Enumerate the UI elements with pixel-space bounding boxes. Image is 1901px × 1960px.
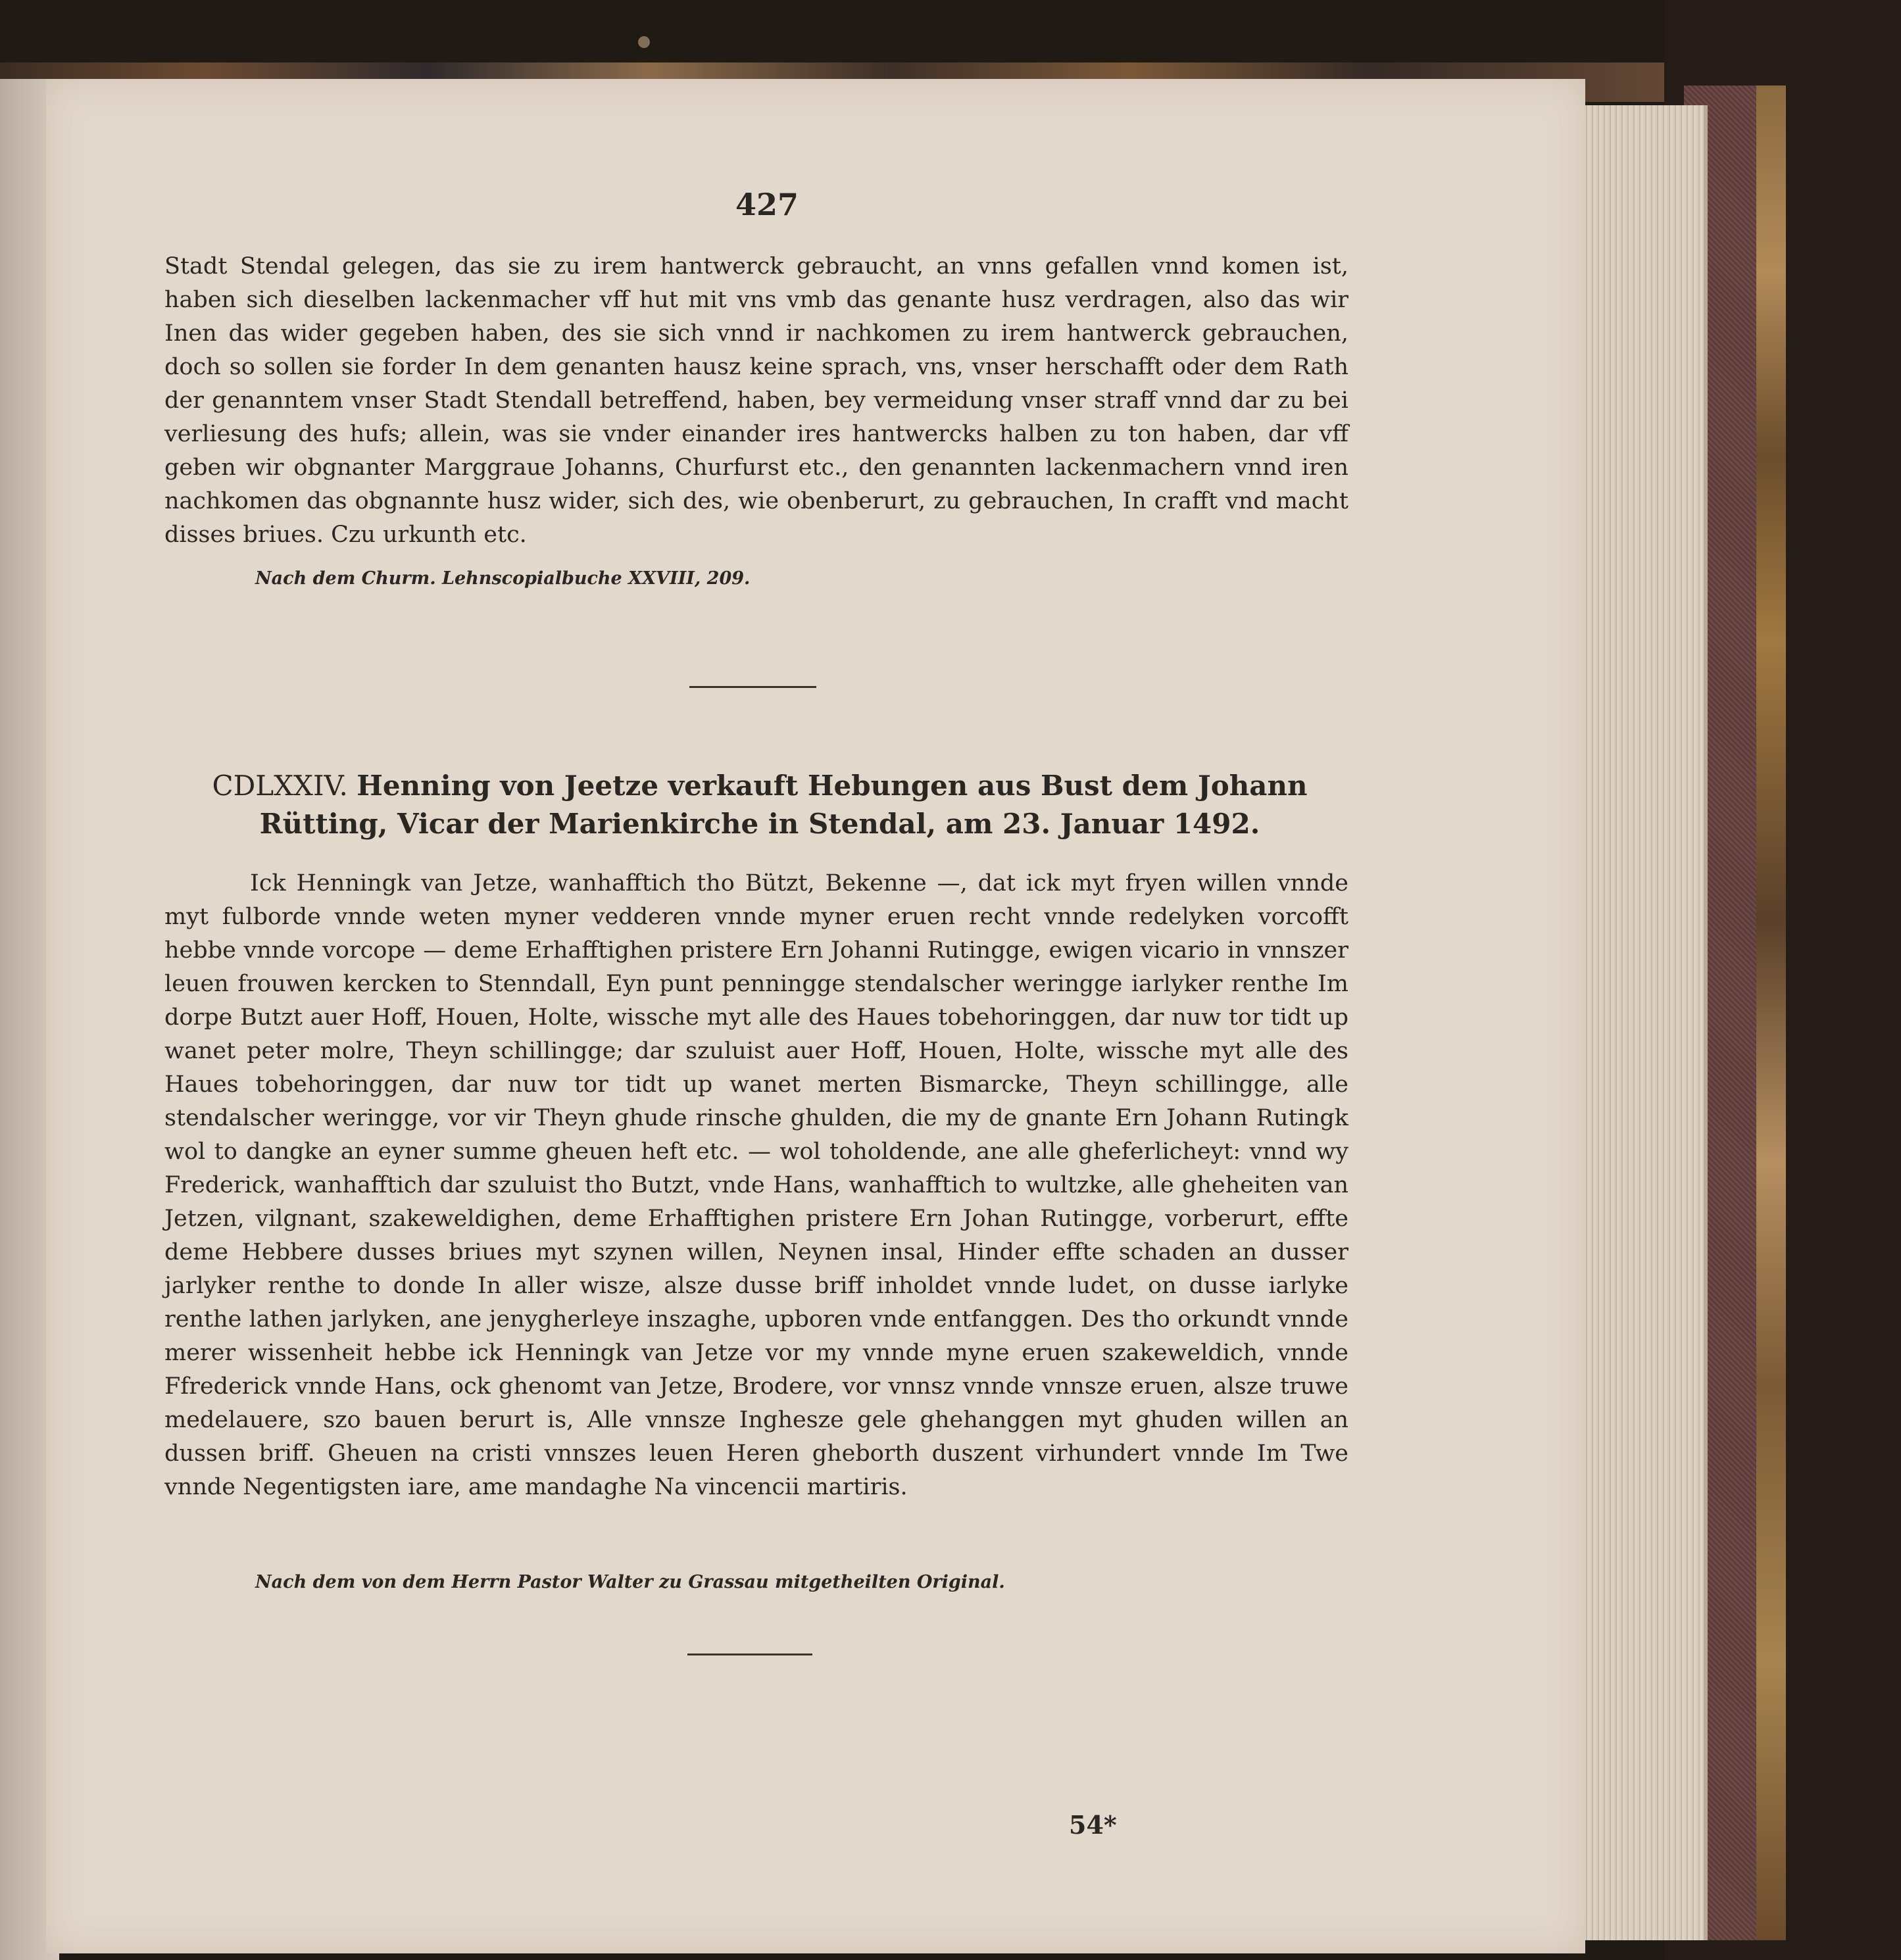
- page-number: 427: [735, 187, 799, 222]
- document-number: CDLXXIV.: [212, 770, 348, 802]
- signature-mark: 54*: [1069, 1810, 1117, 1840]
- section-divider: [687, 1654, 812, 1655]
- marbled-edge: [1756, 86, 1786, 1940]
- document-heading: [161, 767, 1358, 843]
- page-edges: [1572, 105, 1708, 1940]
- document-body: Ick Henningk van Jetze, wanhafftich tho Bützt, Bekenne —, dat ick myt fryen willen vnnde myt fulborde vnnde weten myner vedderen vnnde myner eruen recht vnnde redelyken vorcofft hebbe vnnde vorcope — deme Erhafftighen pristere Ern Johanni Rutingge, ewigen vicario in vnnszer leuen frouwen kercken to Stenndall, Eyn punt penningge stendalscher weringge iarlyker renthe Im dorpe Butzt auer Hoff, Houen, Holte, wissche myt alle des Haues tobehoringgen, dar nuw tor tidt up wanet peter molre, Theyn schillingge; dar szuluist auer Hoff, Houen, Holte, wissche myt alle des Haues tobehoringgen, dar nuw tor tidt up wanet merten Bismarcke, Theyn schillingge, alle stendalscher weringge, vor vir Theyn ghude rinsche ghulden, die my de gnante Ern Johann Rutingk wol to dangke an eyner summe gheuen heft etc. — wol toholdende, ane alle gheferlicheyt: vnnd wy Frederick, wanhafftich dar szuluist tho Butzt, vnde Hans, wanhafftich to wultzke, alle gheheiten van Jetzen, vilgnant, szakeweldighen, deme Erhafftighen pristere Ern Johan Rutingge, vorberurt, effte deme Hebbere dusses briues myt szynen willen, Neynen insal, Hinder effte schaden an dusser jarlyker renthe to donde In aller wisze, alsze dusse briff inholdet vnnde ludet, on dusse iarlyke renthe lathen jarlyken, ane jenygherleye inszaghe, upboren vnde entfanggen. Des tho orkundt vnnde merer wissenheit hebbe ick Henningk van Jetze vor my vnnde myne eruen szakeweldich, vnnde Ffrederick vnnde Hans, ock ghenomt van Jetze, Brodere, vor vnnsz vnnde vnnsze eruen, alsze truwe medelauere, szo bauen berurt is, Alle vnnsze Inghesze gele ghehanggen myt ghuden willen an dussen briff. Gheuen na cristi vnnszes leuen Heren gheborth duszent virhundert vnnde Im Twe vnnde Negentigsten iare, ame mandaghe Na vincencii martiris.: [164, 870, 1348, 1500]
- document-title: Henning von Jeetze verkauft Hebungen aus Bust dem Johann Rütting, Vicar der Marienkirche in Stendal, am 23. Januar 1492.: [259, 770, 1308, 840]
- source-note: Nach dem Churm. Lehnscopialbuche XXVIII, 209.: [255, 568, 751, 589]
- paragraph-continued: Stadt Stendal gelegen, das sie zu irem hantwerck gebraucht, an vnns gefallen vnnd komen ist, haben sich dieselben lackenmacher vff hut mit vns vmb das genante husz verdragen, also das wir Inen das wider gegeben haben, des sie sich vnnd ir nachkomen zu irem hantwerck gebrauchen, doch so sollen sie forder In dem genanten hausz keine sprach, vns, vnser herschafft oder dem Rath der genanntem vnser Stadt Stendall betreffend, haben, bey vermeidung vnser straff vnnd dar zu bei verliesung des hufs; allein, was sie vnder einander ires hantwercks halben zu ton haben, dar vff geben wir obgnanter Marggraue Johanns, Churfurst etc., den genannten lackenmachern vnnd iren nachkomen das obgnannte husz wider, sich des, wie obenberurt, zu gebrauchen, In crafft vnd macht disses briues. Czu urkunth etc.: [164, 253, 1348, 548]
- pin-mark: [638, 36, 650, 48]
- source-note: Nach dem von dem Herrn Pastor Walter zu Grassau mitgetheilten Original.: [255, 1572, 1005, 1592]
- section-divider: [689, 686, 816, 688]
